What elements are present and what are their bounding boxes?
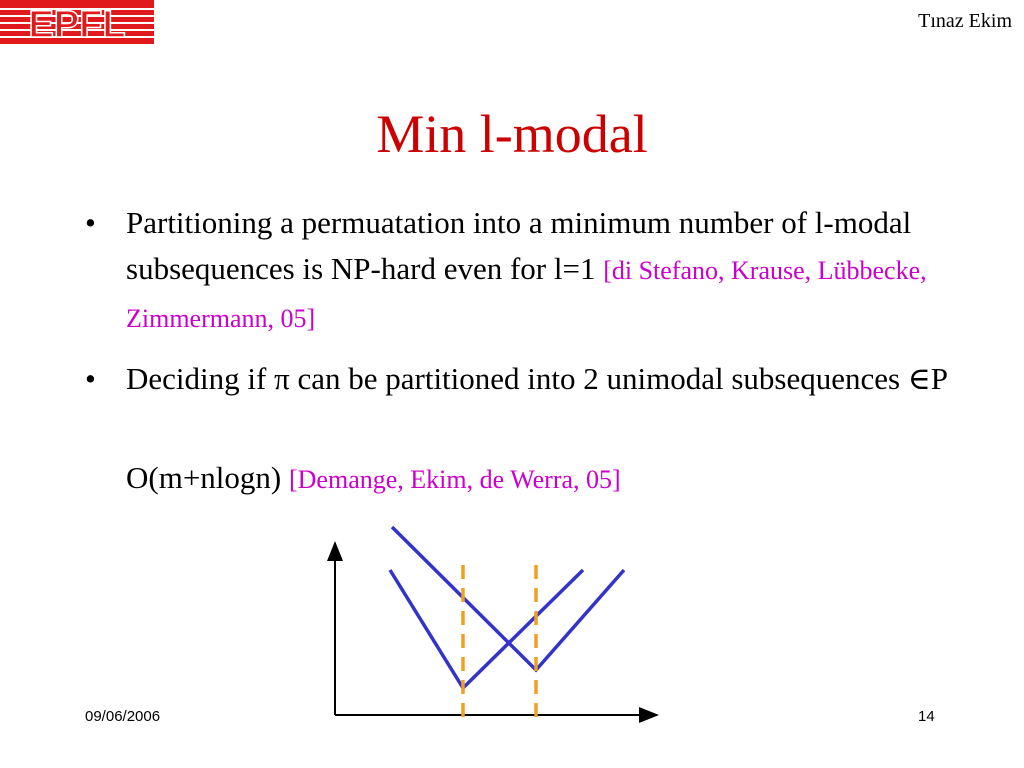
slide-title: Min l-modal xyxy=(376,104,648,164)
bimodal-diagram xyxy=(320,520,670,725)
footer-date: 09/06/2006 xyxy=(85,708,161,725)
v-sequence-2 xyxy=(392,527,624,670)
bullet-text: Deciding if π can be partitioned into 2 unimodal subsequences ∈P xyxy=(126,361,949,396)
bullet-item xyxy=(85,356,965,402)
bullet-list xyxy=(85,200,965,416)
complexity-text: O(m+nlogn) xyxy=(126,460,282,495)
complexity-citation: [Demange, Ekim, de Werra, 05] xyxy=(289,465,621,494)
page-number: 14 xyxy=(918,708,935,725)
author-name: Tınaz Ekim xyxy=(918,10,1012,32)
epfl-logo xyxy=(0,0,154,44)
v-sequence-1 xyxy=(390,570,583,688)
complexity-line xyxy=(126,460,621,496)
bullet-text: Partitioning a permuatation into a minimum number of l-modal subsequences is NP-hard even for l=1 xyxy=(126,205,912,286)
bullet-item xyxy=(85,200,965,342)
citation: [di Stefano, Krause, Lübbecke, Zimmermann, 05] xyxy=(126,256,927,333)
logo-text: EPFL xyxy=(28,4,126,44)
